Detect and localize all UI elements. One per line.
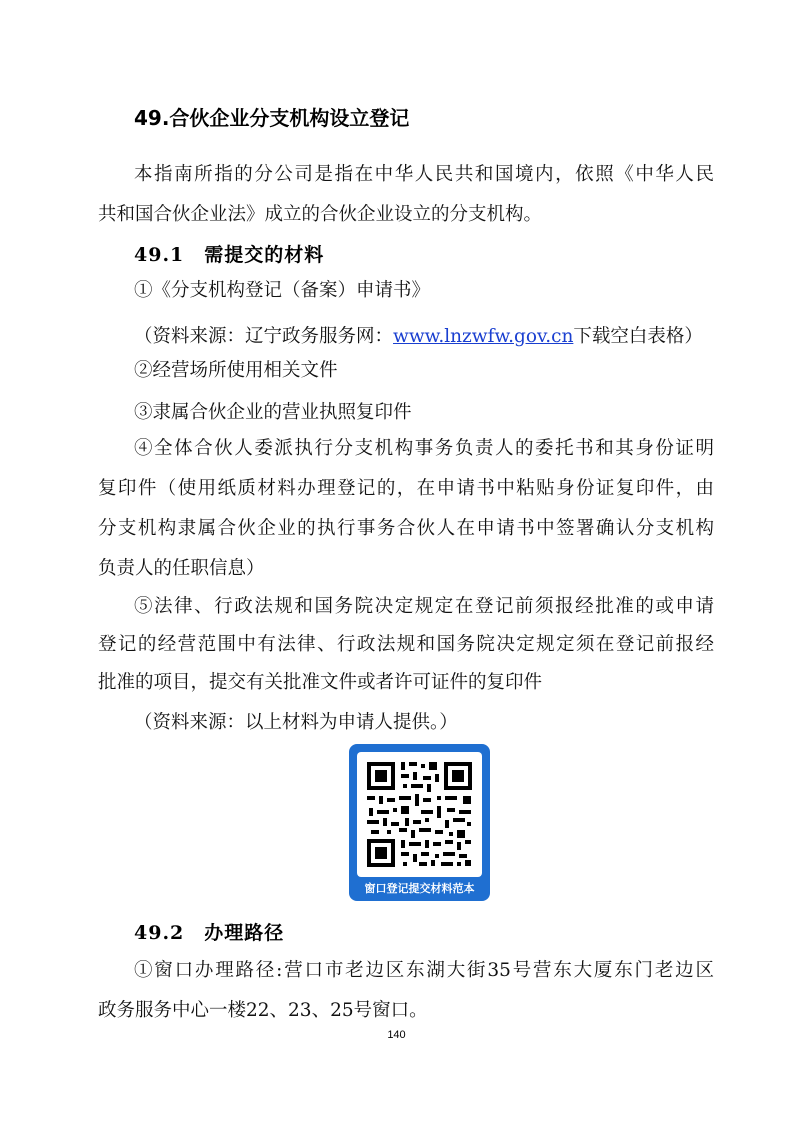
source-prefix: （资料来源：辽宁政务服务网： bbox=[134, 326, 394, 347]
qr-caption: 窗口登记提交材料范本 bbox=[364, 882, 475, 895]
material-item-5-line-1: ⑤法律、行政法规和国务院决定规定在登记前须报经批准的或申请 bbox=[134, 596, 714, 617]
intro-line-2: 共和国合伙企业法》成立的合伙企业设立的分支机构。 bbox=[98, 204, 543, 225]
material-source-2: （资料来源：以上材料为申请人提供。） bbox=[134, 712, 458, 733]
material-item-5-line-2: 登记的经营范围中有法律、行政法规和国务院决定规定须在登记前报经 bbox=[98, 634, 714, 655]
material-item-4-line-4: 负责人的任职信息） bbox=[98, 558, 265, 579]
route-heading: 49.2 办理路径 bbox=[134, 922, 285, 944]
materials-heading: 49.1 需提交的材料 bbox=[134, 244, 325, 266]
route-line-2: 政务服务中心一楼22、23、25号窗口。 bbox=[98, 1000, 428, 1021]
intro-line-1: 本指南所指的分公司是指在中华人民共和国境内，依照《中华人民 bbox=[134, 164, 714, 185]
lnzwfw-link[interactable]: www.lnzwfw.gov.cn bbox=[393, 326, 574, 347]
source-suffix: 下载空白表格） bbox=[573, 326, 703, 347]
material-item-2: ②经营场所使用相关文件 bbox=[134, 360, 338, 381]
material-source-1 bbox=[134, 322, 703, 348]
material-item-4-line-3: 分支机构隶属合伙企业的执行事务合伙人在申请书中签署确认分支机构 bbox=[98, 518, 714, 539]
route-line-1: ①窗口办理路径:营口市老边区东湖大街35号营东大厦东门老边区 bbox=[134, 960, 714, 981]
page-number: 140 bbox=[387, 1029, 406, 1041]
material-item-3: ③隶属合伙企业的营业执照复印件 bbox=[134, 402, 412, 423]
qr-code-icon bbox=[357, 752, 482, 877]
material-item-1: ①《分支机构登记（备案）申请书》 bbox=[134, 280, 431, 301]
material-item-4-line-1: ④全体合伙人委派执行分支机构事务负责人的委托书和其身份证明 bbox=[134, 438, 714, 459]
qr-code-frame bbox=[357, 752, 482, 877]
material-item-5-line-3: 批准的项目，提交有关批准文件或者许可证件的复印件 bbox=[98, 672, 543, 693]
qr-code-card[interactable] bbox=[349, 744, 490, 901]
material-item-4-line-2: 复印件（使用纸质材料办理登记的，在申请书中粘贴身份证复印件，由 bbox=[98, 478, 714, 499]
section-title: 49.合伙企业分支机构设立登记 bbox=[134, 106, 410, 130]
